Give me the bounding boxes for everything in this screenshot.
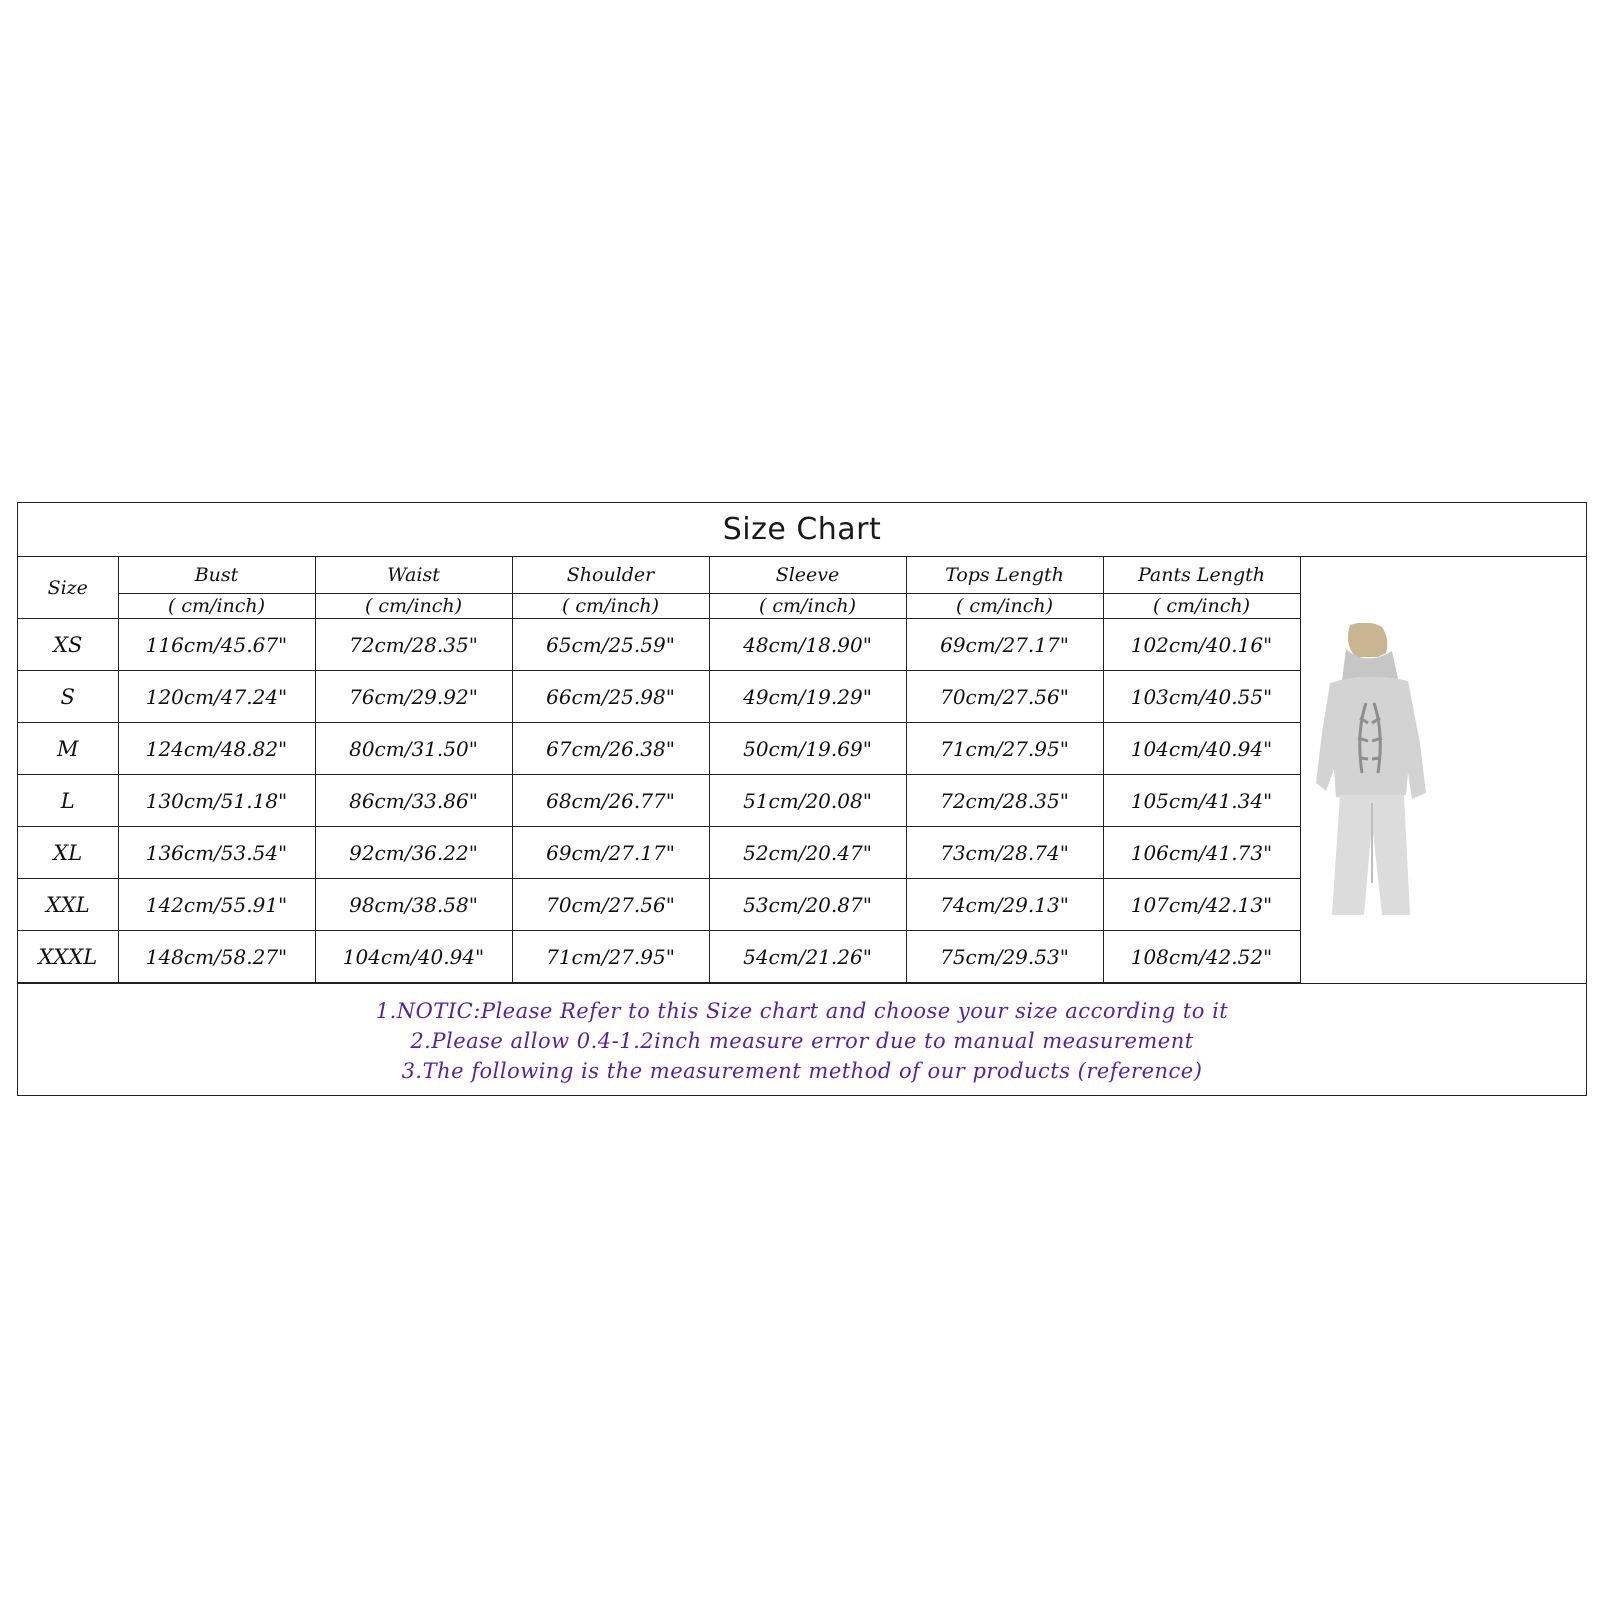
- note-line: 3.The following is the measurement method of our products (reference): [401, 1058, 1203, 1083]
- table-cell: 104cm/40.94": [315, 931, 512, 983]
- table-cell: 142cm/55.91": [118, 879, 315, 931]
- table-row: [18, 879, 1300, 931]
- size-label: XXXL: [18, 931, 118, 983]
- table-cell: 105cm/41.34": [1103, 775, 1300, 827]
- column-header: Waist: [315, 557, 512, 594]
- title-bar: [18, 503, 1586, 557]
- table-cell: 65cm/25.59": [512, 619, 709, 671]
- unit-row: [18, 594, 1300, 619]
- size-label: L: [18, 775, 118, 827]
- table-cell: 52cm/20.47": [709, 827, 906, 879]
- column-header: Bust: [118, 557, 315, 594]
- size-label: XS: [18, 619, 118, 671]
- table-row: [18, 931, 1300, 983]
- table-cell: 48cm/18.90": [709, 619, 906, 671]
- size-table: [18, 557, 1301, 983]
- unit-label: ( cm/inch): [906, 594, 1103, 619]
- size-label: S: [18, 671, 118, 723]
- table-cell: 74cm/29.13": [906, 879, 1103, 931]
- hair-shape: [1348, 623, 1387, 657]
- table-row: [18, 671, 1300, 723]
- column-header: Pants Length: [1103, 557, 1300, 594]
- table-cell: 73cm/28.74": [906, 827, 1103, 879]
- chart-title: Size Chart: [722, 512, 882, 547]
- column-header: Shoulder: [512, 557, 709, 594]
- table-cell: 67cm/26.38": [512, 723, 709, 775]
- table-cell: 53cm/20.87": [709, 879, 906, 931]
- table-cell: 70cm/27.56": [512, 879, 709, 931]
- table-cell: 106cm/41.73": [1103, 827, 1300, 879]
- table-cell: 49cm/19.29": [709, 671, 906, 723]
- unit-label: ( cm/inch): [315, 594, 512, 619]
- note-line: 1.NOTIC:Please Refer to this Size chart and choose your size according to it: [375, 998, 1229, 1023]
- table-cell: 107cm/42.13": [1103, 879, 1300, 931]
- table-cell: 66cm/25.98": [512, 671, 709, 723]
- table-cell: 80cm/31.50": [315, 723, 512, 775]
- table-cell: 136cm/53.54": [118, 827, 315, 879]
- model-photo: [1316, 623, 1430, 915]
- size-header: Size: [18, 557, 118, 619]
- table-cell: 68cm/26.77": [512, 775, 709, 827]
- size-label: XL: [18, 827, 118, 879]
- table-cell: 76cm/29.92": [315, 671, 512, 723]
- unit-label: ( cm/inch): [512, 594, 709, 619]
- header-row: [18, 557, 1300, 594]
- table-cell: 75cm/29.53": [906, 931, 1103, 983]
- table-cell: 71cm/27.95": [906, 723, 1103, 775]
- table-cell: 120cm/47.24": [118, 671, 315, 723]
- table-cell: 72cm/28.35": [315, 619, 512, 671]
- column-header: Sleeve: [709, 557, 906, 594]
- note-line: 2.Please allow 0.4-1.2inch measure error due to manual measurement: [410, 1028, 1194, 1053]
- table-cell: 51cm/20.08": [709, 775, 906, 827]
- size-chart: [17, 502, 1587, 1096]
- table-cell: 69cm/27.17": [906, 619, 1103, 671]
- table-cell: 116cm/45.67": [118, 619, 315, 671]
- table-cell: 50cm/19.69": [709, 723, 906, 775]
- table-row: [18, 723, 1300, 775]
- column-header: Tops Length: [906, 557, 1103, 594]
- size-label: XXL: [18, 879, 118, 931]
- table-cell: 103cm/40.55": [1103, 671, 1300, 723]
- table-cell: 86cm/33.86": [315, 775, 512, 827]
- table-cell: 108cm/42.52": [1103, 931, 1300, 983]
- hoodie-shape: [1316, 676, 1426, 799]
- table-cell: 130cm/51.18": [118, 775, 315, 827]
- table-row: [18, 775, 1300, 827]
- table-cell: 102cm/40.16": [1103, 619, 1300, 671]
- table-row: [18, 827, 1300, 879]
- unit-label: ( cm/inch): [709, 594, 906, 619]
- table-cell: 124cm/48.82": [118, 723, 315, 775]
- table-cell: 148cm/58.27": [118, 931, 315, 983]
- table-cell: 71cm/27.95": [512, 931, 709, 983]
- table-row: [18, 619, 1300, 671]
- size-label: M: [18, 723, 118, 775]
- table-cell: 70cm/27.56": [906, 671, 1103, 723]
- table-cell: 104cm/40.94": [1103, 723, 1300, 775]
- table-cell: 98cm/38.58": [315, 879, 512, 931]
- table-cell: 92cm/36.22": [315, 827, 512, 879]
- unit-label: ( cm/inch): [1103, 594, 1300, 619]
- table-cell: 54cm/21.26": [709, 931, 906, 983]
- notes-section: [18, 983, 1586, 1097]
- unit-label: ( cm/inch): [118, 594, 315, 619]
- table-cell: 69cm/27.17": [512, 827, 709, 879]
- table-cell: 72cm/28.35": [906, 775, 1103, 827]
